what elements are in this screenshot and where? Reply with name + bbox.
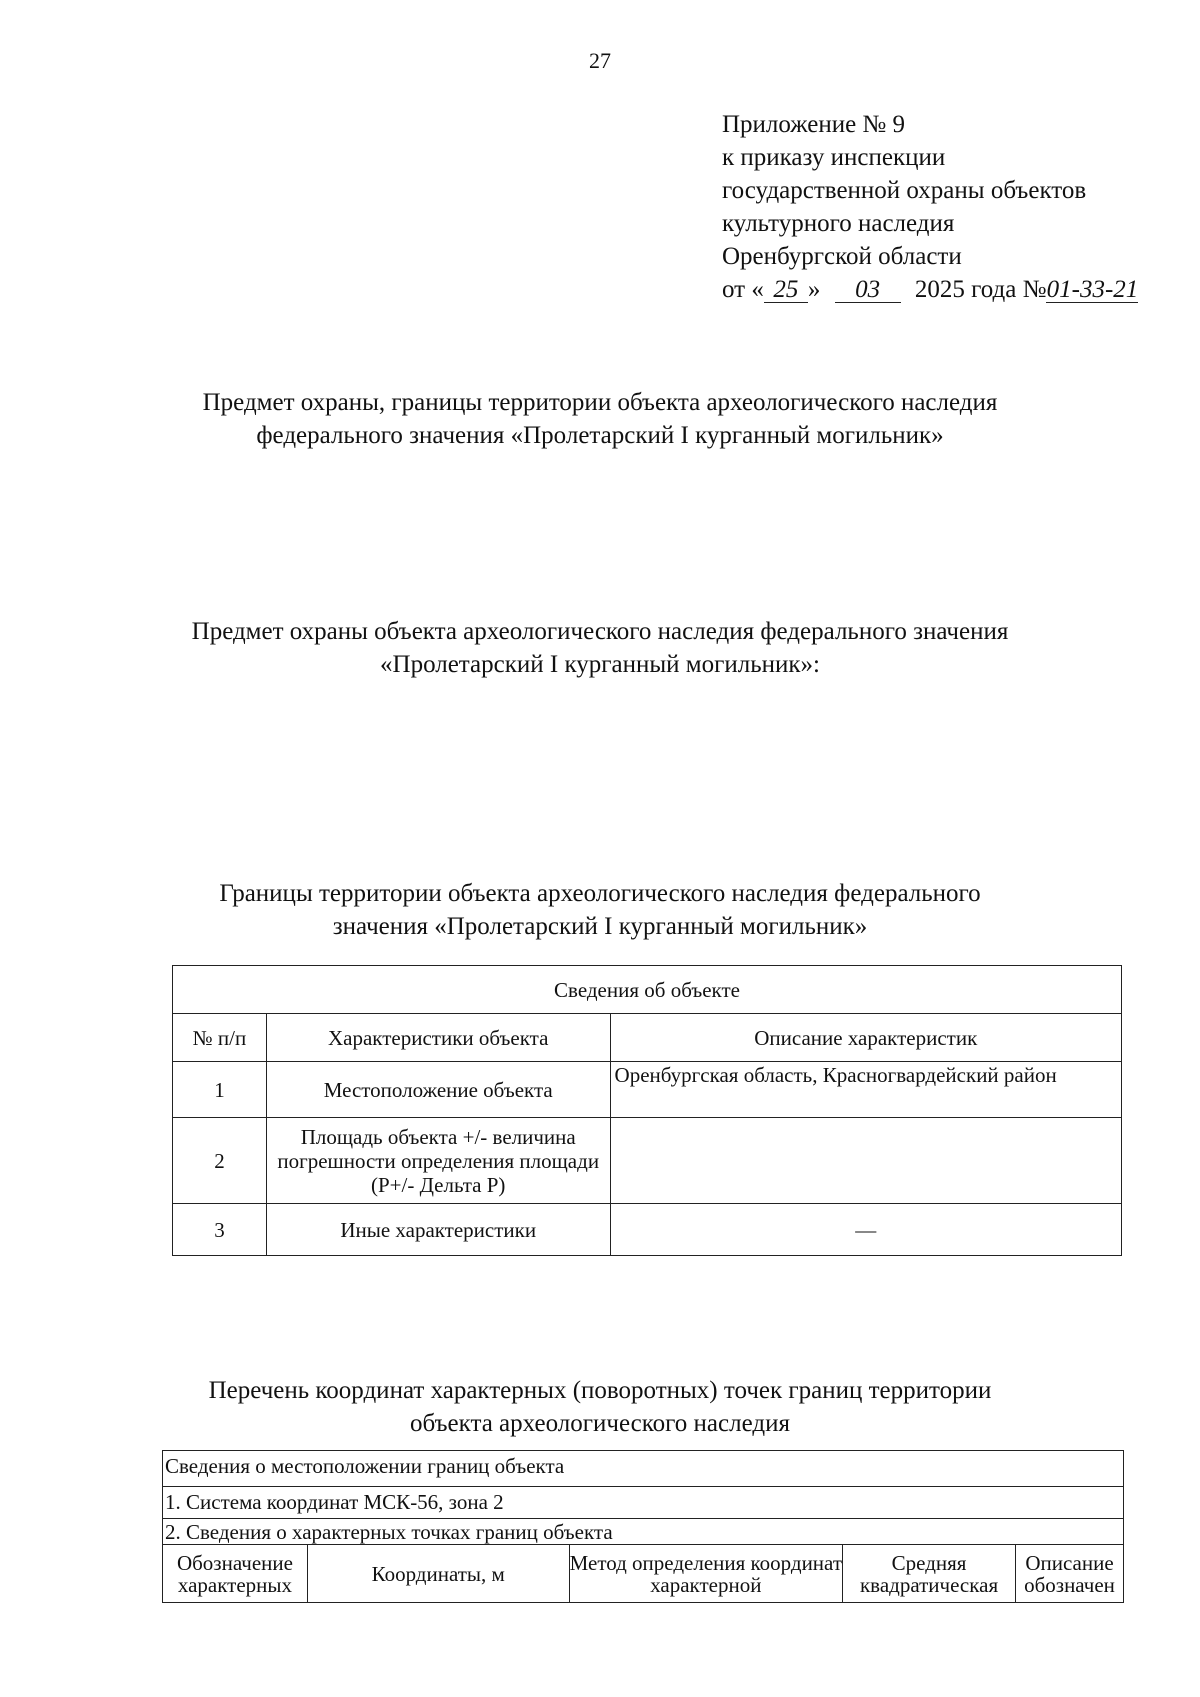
boundaries-title <box>100 877 1100 943</box>
date-close: » <box>807 276 821 303</box>
coords-header-method: Метод определения координат характерной <box>569 1545 843 1603</box>
row-characteristic: Местоположение объекта <box>266 1062 610 1118</box>
coords-location-row: Сведения о местоположении границ объекта <box>163 1451 1124 1487</box>
row-characteristic: Иные характеристики <box>266 1204 610 1256</box>
row-num: 2 <box>173 1118 267 1204</box>
row-description <box>610 1118 1121 1204</box>
coords-points-row: 2. Сведения о характерных точках границ объекта <box>163 1519 1124 1545</box>
header-characteristic: Характеристики объекта <box>266 1014 610 1062</box>
subject-title-line-2: «Пролетарский I курганный могильник»: <box>380 651 820 678</box>
coordinates-table <box>162 1450 1124 1603</box>
row-description: Оренбургская область, Красногвардейский район <box>610 1062 1121 1118</box>
object-info-table <box>172 965 1122 1256</box>
boundaries-title-line-2: значения «Пролетарский I курганный могильник» <box>332 913 868 940</box>
coordinates-title-line-2: объекта археологического наследия <box>410 1410 790 1437</box>
coords-header-mean-square: Средняя квадратическая <box>843 1545 1016 1603</box>
coordinates-title-line-1: Перечень координат характерных (поворотных) точек границ территории <box>208 1377 992 1404</box>
subject-title-line-1: Предмет охраны объекта археологического наследия федерального значения <box>191 618 1009 645</box>
page-number: 27 <box>589 48 611 73</box>
table-row <box>173 1204 1122 1256</box>
table-row <box>173 1118 1122 1204</box>
handwritten-month: 03 <box>835 278 901 303</box>
subject-title <box>100 615 1100 681</box>
header-num: № п/п <box>173 1014 267 1062</box>
row-description: — <box>610 1204 1121 1256</box>
row-num: 1 <box>173 1062 267 1118</box>
coords-header-description: Описание обозначен <box>1016 1545 1124 1603</box>
boundaries-title-line-1: Границы территории объекта археологического наследия федерального <box>219 880 981 907</box>
appendix-line-1: Приложение № 9 <box>722 111 906 138</box>
coords-system-row: 1. Система координат МСК-56, зона 2 <box>163 1487 1124 1519</box>
main-title-line-2: федерального значения «Пролетарский I курганный могильник» <box>256 422 944 449</box>
appendix-line-2: к приказу инспекции <box>722 144 946 171</box>
coords-header-designation: Обозначение характерных <box>163 1545 308 1603</box>
year-text: 2025 года № <box>914 276 1047 303</box>
appendix-line-4: культурного наследия <box>722 210 955 237</box>
header-description: Описание характеристик <box>610 1014 1121 1062</box>
coords-header-coordinates: Координаты, м <box>307 1545 569 1603</box>
main-title-line-1: Предмет охраны, границы территории объекта археологического наследия <box>202 389 998 416</box>
handwritten-day: 25 <box>764 278 808 303</box>
appendix-date-line <box>722 273 1138 306</box>
main-title <box>100 386 1100 452</box>
date-prefix: от « <box>722 276 764 303</box>
row-num: 3 <box>173 1204 267 1256</box>
appendix-block <box>722 108 1138 306</box>
appendix-line-3: государственной охраны объектов <box>722 177 1087 204</box>
table-row <box>173 1062 1122 1118</box>
row-characteristic: Площадь объекта +/- величина погрешности определения площади (Р+/- Дельта Р) <box>266 1118 610 1204</box>
coordinates-title <box>100 1374 1100 1440</box>
appendix-line-5: Оренбургской области <box>722 243 962 270</box>
handwritten-order-number: 01-33-21 <box>1046 276 1139 303</box>
object-table-caption: Сведения об объекте <box>173 966 1122 1014</box>
